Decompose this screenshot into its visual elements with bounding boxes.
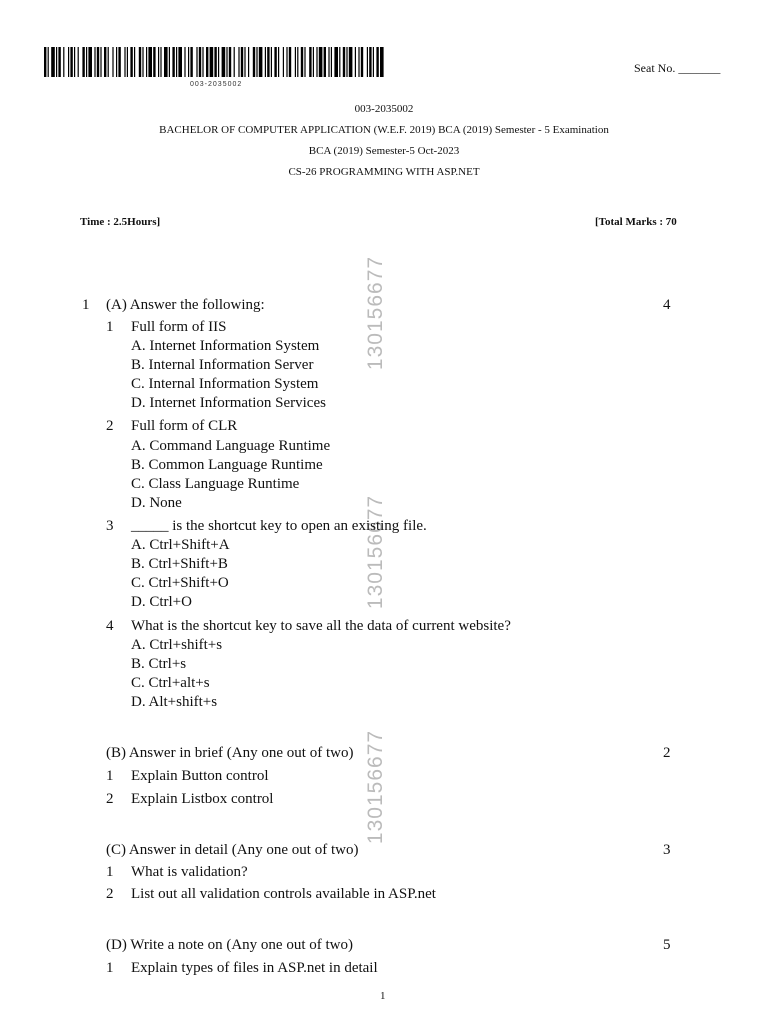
barcode-bar <box>328 47 329 77</box>
mcq-number: 1 <box>106 319 114 335</box>
barcode-bar <box>238 47 239 77</box>
section-b-title: (B) Answer in brief (Any one out of two) <box>106 745 354 761</box>
list-item: What is validation? <box>131 864 248 880</box>
page-number: 1 <box>380 990 386 1002</box>
mcq-number: 2 <box>106 418 114 434</box>
barcode-bar <box>346 47 347 77</box>
barcode-bar <box>127 47 128 77</box>
mcq-number: 3 <box>106 518 114 534</box>
barcode-bar <box>202 47 203 77</box>
barcode-bar <box>324 47 326 77</box>
course-title: BACHELOR OF COMPUTER APPLICATION (W.E.F. 2019) BCA (2019) Semester - 5 Examination <box>159 124 609 136</box>
barcode-bar <box>158 47 159 77</box>
barcode-bar <box>259 47 263 77</box>
mcq-option: B. Ctrl+Shift+B <box>131 556 228 572</box>
barcode-bar <box>188 47 189 77</box>
barcode-bar <box>86 47 87 77</box>
barcode-bar <box>148 47 152 77</box>
exam-session: BCA (2019) Semester-5 Oct-2023 <box>308 145 460 157</box>
barcode-bar <box>184 47 185 77</box>
barcode-bar <box>241 47 243 77</box>
barcode-bar <box>358 47 359 77</box>
barcode-bar <box>271 47 272 77</box>
barcode-bar <box>74 47 75 77</box>
paper-code: 003-2035002 <box>354 103 414 115</box>
list-item-number: 1 <box>106 960 114 976</box>
barcode-bar <box>256 47 257 77</box>
mcq-option: A. Ctrl+shift+s <box>131 637 223 653</box>
barcode-bar <box>214 47 216 77</box>
section-c-title: (C) Answer in detail (Any one out of two) <box>106 842 359 858</box>
barcode-bar <box>100 47 101 77</box>
mcq-option: C. Ctrl+alt+s <box>131 675 210 691</box>
barcode-bar <box>58 47 60 77</box>
mcq-option: D. Ctrl+O <box>131 594 192 610</box>
barcode-bar <box>226 47 227 77</box>
barcode-bar <box>316 47 317 77</box>
barcode-bar <box>295 47 296 77</box>
barcode-number: 003-2035002 <box>190 81 243 88</box>
barcode-bar <box>94 47 95 77</box>
barcode-bar <box>88 47 92 77</box>
section-a-title: (A) Answer the following: <box>106 297 265 313</box>
barcode-bar <box>334 47 338 77</box>
section-c-marks: 3 <box>663 842 671 858</box>
barcode-bar <box>178 47 182 77</box>
mcq-text: What is the shortcut key to save all the data of current website? <box>131 618 511 634</box>
seat-number: Seat No. _______ <box>634 61 721 75</box>
list-item-number: 1 <box>106 768 114 784</box>
mcq-option: A. Command Language Runtime <box>131 438 331 454</box>
barcode-bar <box>244 47 245 77</box>
mcq-text: Full form of CLR <box>131 418 238 434</box>
barcode-bar <box>313 47 314 77</box>
mcq-option: D. None <box>131 495 182 511</box>
barcode-bar <box>82 47 84 77</box>
list-item: List out all validation controls available in ASP.net <box>131 886 436 902</box>
barcode-bar <box>153 47 155 77</box>
barcode-bar <box>248 47 249 77</box>
barcode-bar <box>118 47 120 77</box>
time-label: Time : 2.5Hours] <box>80 216 161 228</box>
barcode-bar <box>116 47 117 77</box>
mcq-number: 4 <box>106 618 114 634</box>
section-d-marks: 5 <box>663 937 671 953</box>
barcode-bar <box>229 47 231 77</box>
barcode-bar <box>304 47 305 77</box>
barcode-bar <box>253 47 255 77</box>
barcode-bar <box>134 47 135 77</box>
barcode-bar <box>70 47 72 77</box>
total-marks-label: [Total Marks : 70 <box>595 216 677 228</box>
list-item: Explain types of files in ASP.net in detail <box>131 960 378 976</box>
mcq-text: _____ is the shortcut key to open an existing file. <box>131 518 427 534</box>
barcode-bar <box>124 47 125 77</box>
barcode-bar <box>139 47 141 77</box>
mcq-option: B. Internal Information Server <box>131 357 314 373</box>
mcq-option: B. Ctrl+s <box>131 656 187 672</box>
mcq-option: A. Ctrl+Shift+A <box>131 537 230 553</box>
barcode-bar <box>267 47 269 77</box>
barcode-bar <box>108 47 109 77</box>
barcode-bar <box>97 47 99 77</box>
barcode-bar <box>343 47 345 77</box>
barcode-bar <box>361 47 363 77</box>
barcode-bar <box>367 47 368 77</box>
barcode-bar <box>380 47 384 77</box>
barcode-bar <box>48 47 49 77</box>
barcode-bar <box>63 47 64 77</box>
mcq-option: C. Internal Information System <box>131 376 319 392</box>
barcode-bar <box>278 47 279 77</box>
barcode-bar <box>349 47 353 77</box>
list-item-number: 2 <box>106 886 114 902</box>
barcode-bar <box>218 47 219 77</box>
barcode-bar <box>319 47 323 77</box>
barcode-bar <box>112 47 113 77</box>
barcode-bar <box>130 47 132 77</box>
mcq-option: B. Common Language Runtime <box>131 457 323 473</box>
barcode-bar <box>210 47 214 77</box>
barcode-bar <box>164 47 168 77</box>
list-item-number: 2 <box>106 791 114 807</box>
section-b-marks: 2 <box>663 745 671 761</box>
barcode-bar <box>309 47 311 77</box>
barcode-bar <box>339 47 340 77</box>
barcode-bar <box>355 47 356 77</box>
barcode-bar <box>289 47 291 77</box>
barcode-bar <box>78 47 79 77</box>
barcode-bar <box>199 47 201 77</box>
barcode-bar <box>196 47 197 77</box>
section-a-marks: 4 <box>663 297 671 313</box>
watermark-3: 130156677 <box>364 729 387 845</box>
barcode-bar <box>265 47 266 77</box>
mcq-option: C. Ctrl+Shift+O <box>131 575 229 591</box>
barcode-bar <box>142 47 143 77</box>
mcq-option: D. Alt+shift+s <box>131 694 218 710</box>
watermark-2: 130156677 <box>364 494 387 610</box>
barcode-bar <box>222 47 226 77</box>
question-number: 1 <box>82 297 90 313</box>
barcode <box>44 47 384 77</box>
watermark-1: 130156677 <box>364 255 387 371</box>
mcq-option: D. Internet Information Services <box>131 395 326 411</box>
list-item: Explain Button control <box>131 768 269 784</box>
list-item: Explain Listbox control <box>131 791 274 807</box>
barcode-bar <box>274 47 276 77</box>
barcode-bar <box>169 47 170 77</box>
barcode-bar <box>206 47 208 77</box>
subject-title: CS-26 PROGRAMMING WITH ASP.NET <box>288 166 480 178</box>
barcode-bar <box>369 47 371 77</box>
barcode-bar <box>283 47 284 77</box>
barcode-bar <box>51 47 55 77</box>
barcode-bar <box>172 47 174 77</box>
barcode-bar <box>104 47 106 77</box>
barcode-bar <box>190 47 192 77</box>
mcq-text: Full form of IIS <box>131 319 227 335</box>
barcode-bar <box>44 47 46 77</box>
barcode-bar <box>160 47 161 77</box>
section-d-title: (D) Write a note on (Any one out of two) <box>106 937 353 953</box>
barcode-bar <box>301 47 303 77</box>
barcode-bar <box>373 47 374 77</box>
barcode-bar <box>146 47 147 77</box>
list-item-number: 1 <box>106 864 114 880</box>
barcode-bar <box>68 47 69 77</box>
mcq-option: C. Class Language Runtime <box>131 476 300 492</box>
barcode-bar <box>297 47 298 77</box>
barcode-bar <box>56 47 57 77</box>
barcode-bar <box>176 47 177 77</box>
barcode-bar <box>234 47 235 77</box>
barcode-bar <box>286 47 287 77</box>
barcode-bar <box>331 47 332 77</box>
mcq-option: A. Internet Information System <box>131 338 320 354</box>
barcode-bar <box>376 47 378 77</box>
